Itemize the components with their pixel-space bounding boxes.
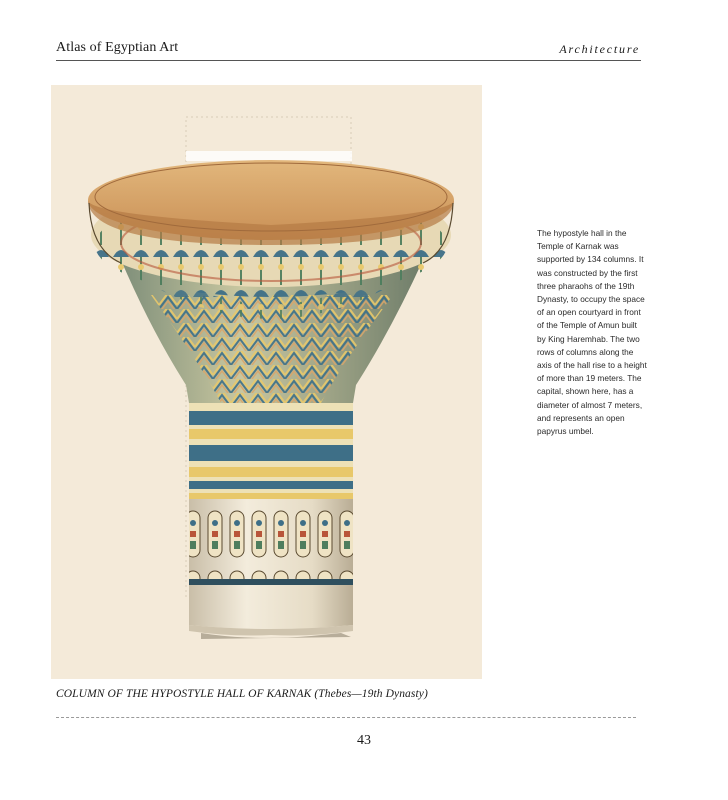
column-plate-illustration — [51, 85, 482, 679]
figure-caption: COLUMN OF THE HYPOSTYLE HALL OF KARNAK (Thebes—19th Dynasty) — [56, 688, 428, 700]
section-title: Architecture — [559, 42, 640, 56]
book-title: Atlas of Egyptian Art — [56, 40, 179, 55]
sidebar-description: The hypostyle hall in the Temple of Karnak was supported by 134 columns. It was constructed by the first three pharaohs of the 19th Dynasty, to occupy the space of an open courtyard in front of the Temple of Amun built by King Haremhab. The two rows of columns along the axis of the hall rise to a height of more than 19 meters. The capital, shown here, has a diameter of almost 7 meters, and represents an open papyrus umbel. — [537, 228, 647, 437]
header-rule — [56, 60, 641, 61]
footer-rule — [56, 717, 636, 718]
page-number: 43 — [357, 733, 371, 748]
